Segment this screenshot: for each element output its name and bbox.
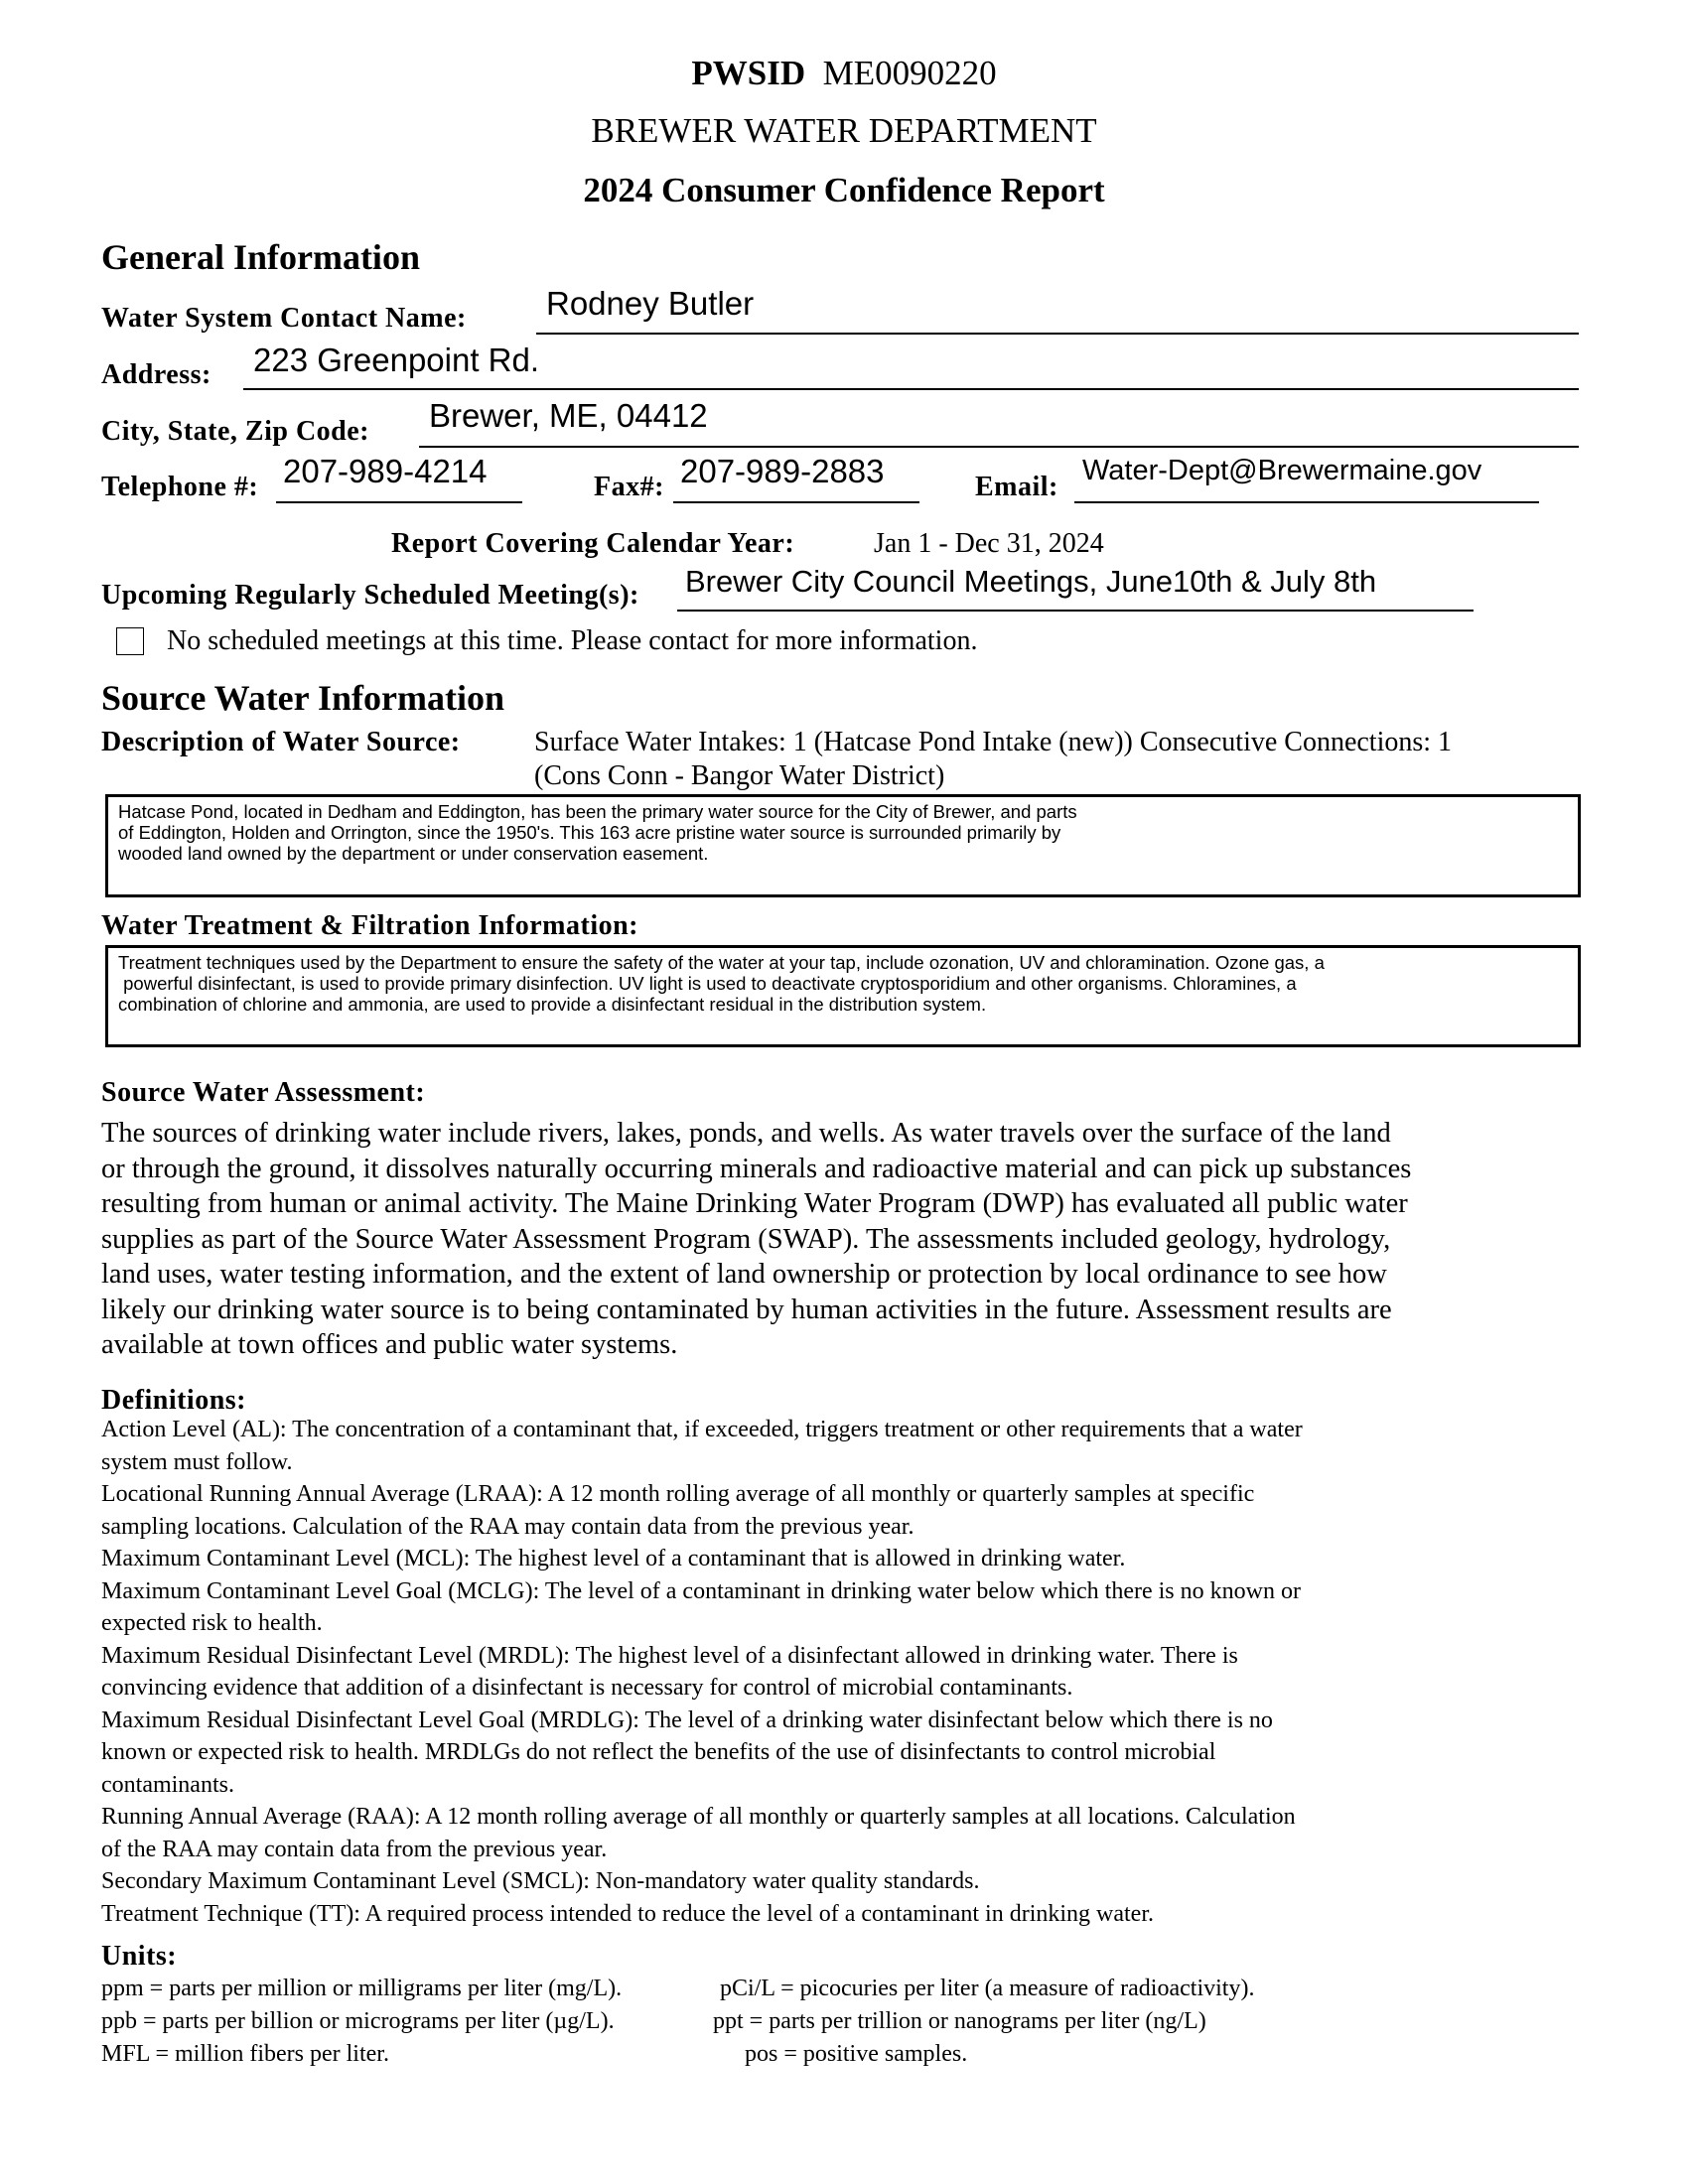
assessment-line: or through the ground, it dissolves naturally occurring minerals and radioactive material and can pick up substances xyxy=(101,1153,1412,1184)
contact-label: Water System Contact Name: xyxy=(101,303,467,334)
city-underline xyxy=(419,446,1579,448)
city-field[interactable]: Brewer, ME, 04412 xyxy=(429,397,708,434)
definition-line: expected risk to health. xyxy=(101,1610,323,1636)
pwsid-label: PWSID xyxy=(691,54,806,92)
definition-line: of the RAA may contain data from the previous year. xyxy=(101,1836,608,1862)
department-name: BREWER WATER DEPARTMENT xyxy=(591,111,1097,150)
unit-ppb: ppb = parts per billion or micrograms per liter (µg/L). xyxy=(101,2008,615,2034)
assessment-line: The sources of drinking water include rivers, lakes, ponds, and wells. As water travels over the surface of the land xyxy=(101,1118,1391,1149)
source-water-heading: Source Water Information xyxy=(101,678,504,718)
definition-line: Maximum Residual Disinfectant Level Goal (MRDLG): The level of a drinking water disinfectant below which there is no xyxy=(101,1706,1273,1733)
treatment-box-line: Treatment techniques used by the Department to ensure the safety of the water at your tap, include ozonation, UV and chloramination. Ozone gas, a xyxy=(118,952,1325,973)
description-line-1: Surface Water Intakes: 1 (Hatcase Pond Intake (new)) Consecutive Connections: 1 xyxy=(534,727,1453,757)
definition-line: Maximum Residual Disinfectant Level (MRDL): The highest level of a disinfectant allowed in drinking water. There is xyxy=(101,1642,1238,1669)
definition-line: Locational Running Annual Average (LRAA): A 12 month rolling average of all monthly or quarterly samples at specific xyxy=(101,1481,1255,1507)
email-field[interactable]: Water-Dept@Brewermaine.gov xyxy=(1082,455,1482,486)
fax-underline xyxy=(673,501,919,503)
treatment-label: Water Treatment & Filtration Information: xyxy=(101,910,639,941)
unit-pci: pCi/L = picocuries per liter (a measure of radioactivity). xyxy=(720,1976,1255,2001)
assessment-line: supplies as part of the Source Water Assessment Program (SWAP). The assessments included geology, hydrology, xyxy=(101,1223,1391,1255)
address-label: Address: xyxy=(101,359,211,390)
source-box-line: of Eddington, Holden and Orrington, since the 1950's. This 163 acre pristine water source is surrounded primarily by xyxy=(118,822,1061,843)
address-field[interactable]: 223 Greenpoint Rd. xyxy=(253,341,540,378)
source-box-line: wooded land owned by the department or under conservation easement. xyxy=(118,843,709,864)
definition-line: Secondary Maximum Contaminant Level (SMCL): Non-mandatory water quality standards. xyxy=(101,1868,980,1894)
description-line-2: (Cons Conn - Bangor Water District) xyxy=(534,760,945,791)
treatment-box-line: combination of chlorine and ammonia, are used to provide a disinfectant residual in the distribution system. xyxy=(118,994,987,1015)
telephone-label: Telephone #: xyxy=(101,472,259,502)
report-title: 2024 Consumer Confidence Report xyxy=(583,171,1105,209)
assessment-line: available at town offices and public water systems. xyxy=(101,1329,678,1360)
address-underline xyxy=(243,388,1579,390)
year-label: Report Covering Calendar Year: xyxy=(391,528,795,559)
no-meeting-checkbox[interactable] xyxy=(116,627,144,655)
assessment-line: land uses, water testing information, and the extent of land ownership or protection by local ordinance to see how xyxy=(101,1259,1387,1290)
unit-ppt: ppt = parts per trillion or nanograms per liter (ng/L) xyxy=(713,2008,1206,2034)
source-box-line: Hatcase Pond, located in Dedham and Eddington, has been the primary water source for the City of Brewer, and parts xyxy=(118,801,1077,822)
unit-pos: pos = positive samples. xyxy=(745,2041,968,2067)
assessment-text xyxy=(101,1116,1591,1363)
assessment-label: Source Water Assessment: xyxy=(101,1077,426,1108)
fax-label: Fax#: xyxy=(594,472,664,502)
source-description-box[interactable] xyxy=(105,794,1581,897)
unit-ppm: ppm = parts per million or milligrams per liter (mg/L). xyxy=(101,1976,623,2001)
contact-underline xyxy=(536,333,1579,335)
pwsid-value: ME0090220 xyxy=(822,54,997,92)
definition-line: known or expected risk to health. MRDLGs do not reflect the benefits of the use of disinfectants to control microbial xyxy=(101,1739,1216,1765)
no-meeting-label: No scheduled meetings at this time. Please contact for more information. xyxy=(167,625,978,656)
definition-line: Treatment Technique (TT): A required process intended to reduce the level of a contaminant in drinking water. xyxy=(101,1900,1154,1927)
definitions-heading: Definitions: xyxy=(101,1385,246,1416)
pwsid-line xyxy=(0,54,1688,93)
telephone-field[interactable]: 207-989-4214 xyxy=(283,453,488,489)
fax-field[interactable]: 207-989-2883 xyxy=(680,453,885,489)
definition-line: Action Level (AL): The concentration of a contaminant that, if exceeded, triggers treatment or other requirements that a water xyxy=(101,1417,1303,1442)
definition-line: Maximum Contaminant Level (MCL): The highest level of a contaminant that is allowed in drinking water. xyxy=(101,1546,1126,1571)
email-label: Email: xyxy=(975,472,1058,502)
treatment-box-line: powerful disinfectant, is used to provide primary disinfection. UV light is used to deactivate cryptosporidium and other organisms. Chloramines, a xyxy=(118,973,1297,994)
definition-line: convincing evidence that addition of a disinfectant is necessary for control of microbial contaminants. xyxy=(101,1675,1073,1701)
email-underline xyxy=(1074,501,1539,503)
meeting-underline xyxy=(677,610,1474,612)
definition-line: contaminants. xyxy=(101,1771,234,1798)
description-label: Description of Water Source: xyxy=(101,727,461,757)
assessment-line: resulting from human or animal activity. The Maine Drinking Water Program (DWP) has evaluated all public water xyxy=(101,1188,1408,1219)
assessment-line: likely our drinking water source is to being contaminated by human activities in the future. Assessment results are xyxy=(101,1294,1392,1325)
city-label: City, State, Zip Code: xyxy=(101,416,369,447)
meeting-label: Upcoming Regularly Scheduled Meeting(s): xyxy=(101,580,639,611)
definition-line: sampling locations. Calculation of the RAA may contain data from the previous year. xyxy=(101,1513,914,1540)
definition-line: system must follow. xyxy=(101,1448,293,1475)
unit-mfl: MFL = million fibers per liter. xyxy=(101,2041,389,2067)
units-heading: Units: xyxy=(101,1941,178,1972)
treatment-description-box[interactable] xyxy=(105,945,1581,1047)
definitions-list xyxy=(101,1414,1591,1930)
contact-field[interactable]: Rodney Butler xyxy=(546,285,755,322)
definition-line: Running Annual Average (RAA): A 12 month rolling average of all monthly or quarterly samples at all locations. Calculation xyxy=(101,1804,1296,1830)
telephone-underline xyxy=(276,501,522,503)
general-info-heading: General Information xyxy=(101,237,420,277)
meeting-field[interactable]: Brewer City Council Meetings, June10th & July 8th xyxy=(685,564,1377,599)
definition-line: Maximum Contaminant Level Goal (MCLG): The level of a contaminant in drinking water below which there is no known or xyxy=(101,1577,1301,1604)
year-value: Jan 1 - Dec 31, 2024 xyxy=(874,528,1104,559)
